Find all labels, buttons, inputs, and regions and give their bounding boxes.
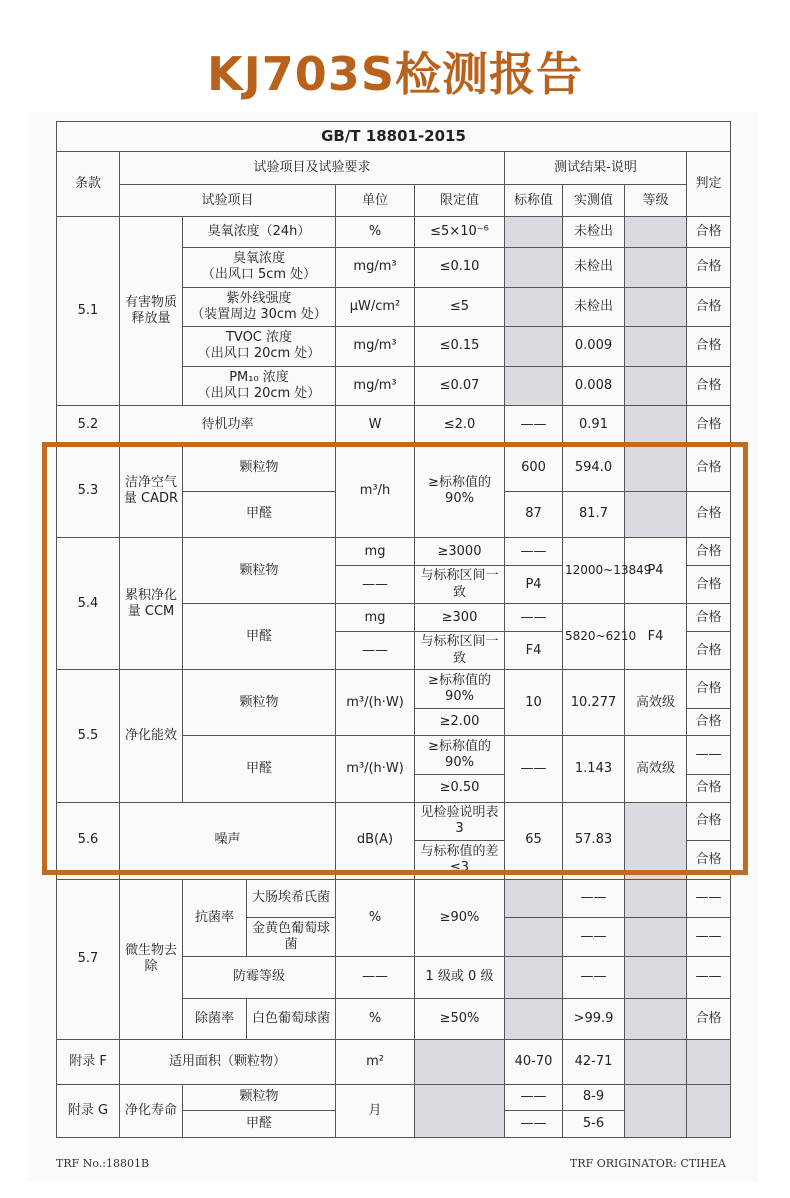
grade-cell: [625, 247, 687, 287]
grade-cell: [625, 491, 687, 538]
nominal-cell: [505, 217, 563, 247]
nominal-cell: 65: [505, 802, 563, 879]
subitem-cell: 金黄色葡萄球菌: [247, 918, 336, 957]
item-cell: 甲醛: [183, 1111, 336, 1138]
test-item-header: 试验项目: [120, 184, 336, 217]
category-cell: 微生物去除: [120, 879, 183, 1039]
unit-cell: μW/cm²: [336, 287, 415, 327]
clause-cell: 5.2: [57, 406, 120, 445]
table-row: [57, 444, 731, 491]
clause-header: 条款: [57, 152, 120, 217]
item-line: （出风口 5cm 处）: [201, 267, 317, 283]
measured-cell: ——: [563, 956, 625, 998]
unit-cell: W: [336, 406, 415, 445]
limit-header: 限定值: [415, 184, 505, 217]
unit-cell: mg: [336, 538, 415, 565]
measured-cell: 未检出: [563, 217, 625, 247]
measured-cell: 1.143: [563, 736, 625, 802]
nominal-cell: [505, 366, 563, 406]
nominal-cell: ——: [505, 538, 563, 565]
item-line: TVOC 浓度: [225, 330, 293, 346]
nominal-cell: 40-70: [505, 1040, 563, 1085]
limit-cell: ≥标称值的 90%: [415, 444, 505, 537]
nominal-cell: [505, 918, 563, 957]
judge-cell: ——: [687, 736, 731, 775]
grade-cell: 高效级: [625, 736, 687, 802]
nominal-cell: 87: [505, 491, 563, 538]
grade-cell: [625, 879, 687, 918]
limit-cell: 见检验说明表 3: [415, 802, 505, 841]
judge-cell: 合格: [687, 406, 731, 445]
limit-cell: [415, 1040, 505, 1085]
item-cell: 待机功率: [120, 406, 336, 445]
nominal-cell: ——: [505, 736, 563, 802]
measured-cell: ——: [563, 879, 625, 918]
item-cell: 防霉等级: [183, 956, 336, 998]
nominal-cell: ——: [505, 1111, 563, 1138]
judge-cell: 合格: [687, 366, 731, 406]
judge-cell: 合格: [687, 841, 731, 880]
limit-cell: 与标称区间一致: [415, 565, 505, 604]
category-cell: 净化寿命: [120, 1084, 183, 1137]
unit-cell: ——: [336, 565, 415, 604]
measured-cell: 594.0: [563, 444, 625, 491]
subitem-cell: 大肠埃希氏菌: [247, 879, 336, 918]
footer-originator: TRF ORIGINATOR: CTIHEA: [570, 1157, 726, 1170]
judge-cell: 合格: [687, 670, 731, 709]
unit-cell: %: [336, 998, 415, 1040]
table-row: [57, 1084, 731, 1110]
nominal-cell: ——: [505, 1084, 563, 1110]
measured-cell: 8-9: [563, 1084, 625, 1110]
item-cell: 甲醛: [183, 604, 336, 670]
grade-header: 等级: [625, 184, 687, 217]
item-cell: 抗菌率: [183, 879, 247, 956]
judge-cell: 合格: [687, 604, 731, 631]
unit-cell: m²: [336, 1040, 415, 1085]
item-line: 臭氧浓度: [232, 250, 285, 266]
measured-cell: 0.008: [563, 366, 625, 406]
item-cell: 适用面积（颗粒物）: [120, 1040, 336, 1085]
judge-cell: 合格: [687, 287, 731, 327]
limit-cell: ≥50%: [415, 998, 505, 1040]
grade-cell: P4: [625, 538, 687, 604]
nominal-cell: ——: [505, 406, 563, 445]
nominal-cell: [505, 327, 563, 367]
limit-cell: ≤0.10: [415, 247, 505, 287]
limit-cell: ≥90%: [415, 879, 505, 956]
category-cell: 净化能效: [120, 670, 183, 802]
item-cell: [183, 366, 336, 406]
unit-cell: mg/m³: [336, 366, 415, 406]
clause-cell: 5.7: [57, 879, 120, 1039]
grade-cell: [625, 998, 687, 1040]
limit-cell: 1 级或 0 级: [415, 956, 505, 998]
clause-cell: 附录 F: [57, 1040, 120, 1085]
unit-cell: 月: [336, 1084, 415, 1137]
unit-cell: %: [336, 879, 415, 956]
grade-cell: [625, 802, 687, 879]
limit-cell: ≥300: [415, 604, 505, 631]
subitem-cell: 白色葡萄球菌: [247, 998, 336, 1040]
grade-cell: [625, 287, 687, 327]
judge-cell: 合格: [687, 491, 731, 538]
unit-header: 单位: [336, 184, 415, 217]
page-title: KJ703S检测报告: [207, 47, 583, 101]
item-cell: 臭氧浓度（24h）: [183, 217, 336, 247]
nominal-cell: [505, 879, 563, 918]
item-cell: [183, 247, 336, 287]
measured-cell: 未检出: [563, 287, 625, 327]
unit-cell: mg/m³: [336, 247, 415, 287]
table-row: [57, 406, 731, 445]
item-line: （装置周边 30cm 处）: [191, 306, 327, 322]
nominal-cell: 10: [505, 670, 563, 736]
item-cell: 颗粒物: [183, 538, 336, 604]
nominal-cell: [505, 247, 563, 287]
clause-cell: 5.1: [57, 217, 120, 406]
nominal-header: 标称值: [505, 184, 563, 217]
limit-cell: [415, 1084, 505, 1137]
unit-cell: m³/(h·W): [336, 736, 415, 802]
limit-cell: ≤5×10⁻⁶: [415, 217, 505, 247]
item-cell: 颗粒物: [183, 670, 336, 736]
measured-cell: ——: [563, 918, 625, 957]
item-line: （出风口 20cm 处）: [197, 346, 321, 362]
nominal-cell: [505, 998, 563, 1040]
unit-cell: ——: [336, 631, 415, 670]
item-cell: 颗粒物: [183, 1084, 336, 1110]
category-cell: 洁净空气量 CADR: [120, 444, 183, 537]
measured-cell: 5-6: [563, 1111, 625, 1138]
judge-cell: [687, 1040, 731, 1085]
nominal-cell: [505, 287, 563, 327]
judgment-header: 判定: [687, 152, 731, 217]
table-row: [57, 670, 731, 709]
table-row: [57, 217, 731, 247]
item-line: （出风口 20cm 处）: [197, 386, 321, 402]
nominal-cell: [505, 956, 563, 998]
measured-cell: 0.009: [563, 327, 625, 367]
judge-cell: 合格: [687, 217, 731, 247]
measured-cell: 5820~6210: [563, 604, 625, 670]
item-cell: 噪声: [120, 802, 336, 879]
limit-cell: 与标称区间一致: [415, 631, 505, 670]
limit-cell: ≥0.50: [415, 775, 505, 802]
unit-cell: ——: [336, 956, 415, 998]
grade-cell: [625, 444, 687, 491]
category-cell: 累积净化量 CCM: [120, 538, 183, 670]
limit-cell: 与标称值的差≤3: [415, 841, 505, 880]
measured-cell: 12000~13849: [563, 538, 625, 604]
measured-cell: >99.9: [563, 998, 625, 1040]
category-cell: 有害物质释放量: [120, 217, 183, 406]
measured-cell: 未检出: [563, 247, 625, 287]
unit-cell: m³/(h·W): [336, 670, 415, 736]
item-cell: [183, 327, 336, 367]
footer-trf-number: TRF No.:18801B: [56, 1157, 150, 1170]
nominal-cell: F4: [505, 631, 563, 670]
clause-cell: 5.6: [57, 802, 120, 879]
item-cell: [183, 287, 336, 327]
table-row: [57, 802, 731, 841]
judge-cell: 合格: [687, 444, 731, 491]
unit-cell: m³/h: [336, 444, 415, 537]
item-line: PM₁₀ 浓度: [229, 369, 289, 385]
judge-cell: 合格: [687, 247, 731, 287]
grade-cell: 高效级: [625, 670, 687, 736]
measured-cell: 81.7: [563, 491, 625, 538]
grade-cell: F4: [625, 604, 687, 670]
standard-header: GB/T 18801-2015: [57, 122, 731, 152]
judge-cell: 合格: [687, 802, 731, 841]
limit-cell: ≤0.15: [415, 327, 505, 367]
unit-cell: %: [336, 217, 415, 247]
measured-header: 实测值: [563, 184, 625, 217]
unit-cell: mg: [336, 604, 415, 631]
judge-cell: 合格: [687, 631, 731, 670]
items-req-header: 试验项目及试验要求: [120, 152, 505, 185]
measured-cell: 0.91: [563, 406, 625, 445]
judge-cell: ——: [687, 956, 731, 998]
item-cell: 甲醛: [183, 491, 336, 538]
judge-cell: 合格: [687, 327, 731, 367]
judge-cell: 合格: [687, 775, 731, 802]
item-cell: 除菌率: [183, 998, 247, 1040]
limit-cell: ≤0.07: [415, 366, 505, 406]
grade-cell: [625, 327, 687, 367]
limit-cell: ≥标称值的 90%: [415, 736, 505, 775]
item-cell: 颗粒物: [183, 444, 336, 491]
measured-cell: 10.277: [563, 670, 625, 736]
clause-cell: 5.3: [57, 444, 120, 537]
item-cell: 甲醛: [183, 736, 336, 802]
limit-cell: ≥标称值的 90%: [415, 670, 505, 709]
header-row-2: [57, 184, 731, 217]
grade-cell: [625, 918, 687, 957]
limit-cell: ≥2.00: [415, 709, 505, 736]
item-line: 紫外线强度: [226, 290, 292, 306]
judge-cell: 合格: [687, 538, 731, 565]
grade-cell: [625, 1084, 687, 1137]
clause-cell: 5.4: [57, 538, 120, 670]
nominal-cell: ——: [505, 604, 563, 631]
limit-cell: ≤5: [415, 287, 505, 327]
judge-cell: ——: [687, 918, 731, 957]
table-row: [57, 879, 731, 918]
limit-cell: ≥3000: [415, 538, 505, 565]
judge-cell: ——: [687, 879, 731, 918]
grade-cell: [625, 1040, 687, 1085]
table-row: [57, 538, 731, 565]
unit-cell: dB(A): [336, 802, 415, 879]
judge-cell: 合格: [687, 998, 731, 1040]
results-header: 测试结果-说明: [505, 152, 687, 185]
header-row-standard: [57, 122, 731, 152]
measured-cell: 57.83: [563, 802, 625, 879]
grade-cell: [625, 217, 687, 247]
clause-cell: 附录 G: [57, 1084, 120, 1137]
grade-cell: [625, 366, 687, 406]
nominal-cell: P4: [505, 565, 563, 604]
grade-cell: [625, 406, 687, 445]
unit-cell: mg/m³: [336, 327, 415, 367]
header-row-1: [57, 152, 731, 185]
judge-cell: [687, 1084, 731, 1137]
limit-cell: ≤2.0: [415, 406, 505, 445]
judge-cell: 合格: [687, 565, 731, 604]
test-report-table: [56, 121, 731, 1138]
measured-cell: 42-71: [563, 1040, 625, 1085]
judge-cell: 合格: [687, 709, 731, 736]
table-row: [57, 1040, 731, 1085]
nominal-cell: 600: [505, 444, 563, 491]
grade-cell: [625, 956, 687, 998]
clause-cell: 5.5: [57, 670, 120, 802]
